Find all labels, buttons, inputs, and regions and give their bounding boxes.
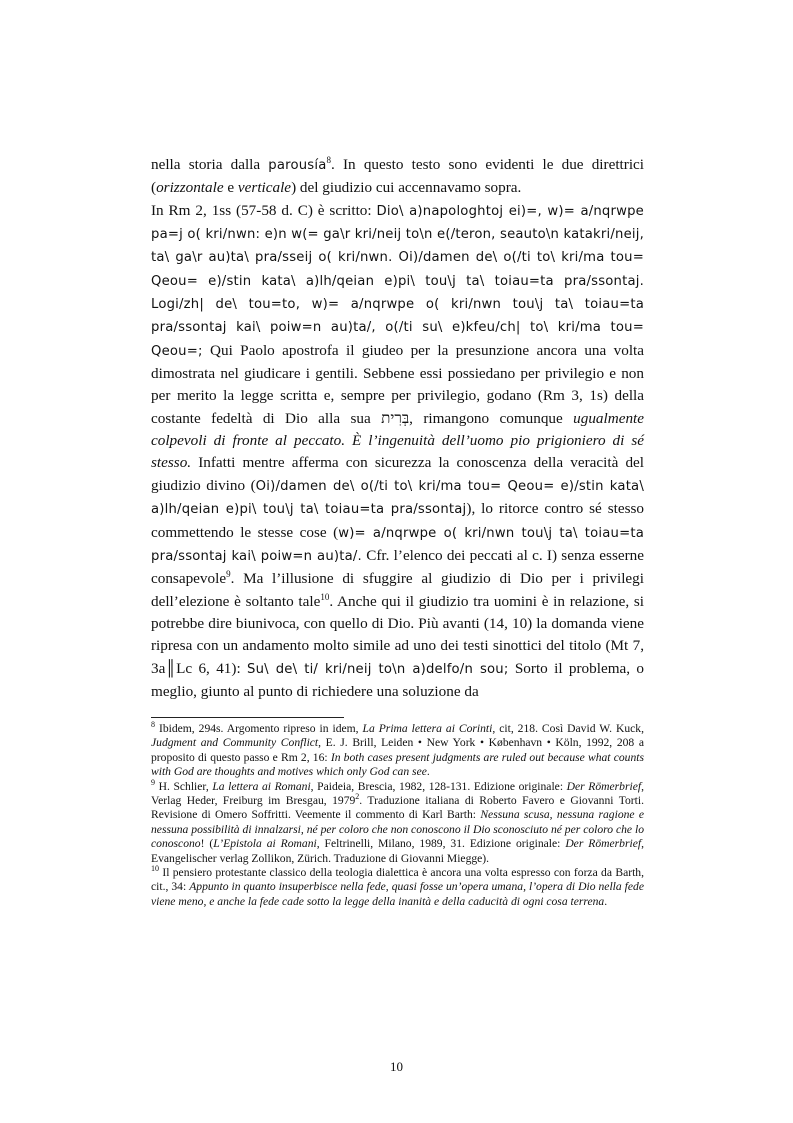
text-run: ) del giudizio cui accennavamo sopra. — [291, 179, 522, 197]
text-run: Cfr. l’elenco dei peccati al c. I) senza esserne consapevole — [151, 546, 644, 588]
footnotes — [151, 722, 644, 909]
greek-quote: Su\ de\ ti/ kri/neij to\n a)delfo/n sou; — [247, 661, 509, 677]
book-title: L’Epistola ai Romani — [213, 837, 317, 851]
edition-superscript: 2 — [355, 792, 360, 802]
text-run: ), lo ritorce contro sé stesso commettendo le stesse cose ( — [151, 500, 644, 541]
text-run: Qui Paolo apostrofa il giudeo per la presunzione ancora una volta dimostrata nel giudicare i gentili. Sebbene essi possiedano per privilegio e non per merito la legge scritta e, sempre per privilegio, godano (Rm 3, 1s) della costante fedeltà di Dio alla sua — [151, 341, 644, 427]
text-run: , Evangelischer verlag Zollikon, Zürich. Traduzione di Giovanni Miegge). — [151, 837, 644, 865]
text-run: . Ma l’illusione di sfuggire al giudizio di Dio per i privilegi dell’elezione è soltanto tale — [151, 570, 644, 610]
greek-text: parousía — [268, 158, 327, 173]
hebrew-word: בְּרִית — [381, 409, 410, 427]
text-run: , cit, 218. Così David W. Kuck, — [492, 722, 644, 735]
footnote-9 — [151, 777, 644, 866]
text-run: Ibidem, 294s. Argomento ripreso in idem, — [155, 722, 363, 735]
italic-term: orizzontale — [156, 179, 224, 197]
paragraph-2 — [151, 200, 644, 704]
main-text — [151, 154, 644, 703]
footnote-8 — [151, 722, 644, 780]
footnote-number: 9 — [151, 777, 155, 787]
text-run: ! ( — [200, 837, 214, 851]
text-run: H. Schlier, — [155, 779, 213, 793]
footnote-number: 10 — [151, 864, 159, 874]
paragraph-1 — [151, 154, 644, 200]
italic-passage: ugualmente colpevoli di fronte al peccato. È l’ingenuità dell’uomo pio prigioniero di sé stesso. — [151, 409, 644, 472]
quotation: In both cases present judgments are ruled out because what counts with God are thoughts and motives which only God can see — [151, 750, 644, 779]
book-title: Der Römerbrief — [566, 779, 642, 793]
text-run: , rimangono comunque — [409, 409, 574, 427]
text-run: nella storia dalla — [151, 156, 269, 173]
text-run: . Traduzione italiana di Roberto Favero e Giovanni Torti. Revisione di Omero Soffritti. Veemente il commento di Karl Barth: — [151, 794, 644, 822]
italic-term: verticale — [237, 179, 292, 197]
page-number: 10 — [390, 1059, 403, 1074]
text-run: , Feltrinelli, Milano, 1989, 31. Edizione originale: — [316, 837, 566, 851]
text-run: Sorto il problema, o meglio, giunto al punto di richiedere una soluzione da — [151, 659, 644, 700]
text-run: , E. J. Brill, Leiden • New York • København • Köln, 1992, 208 a proposito di questo passo e Rm 2, 16: — [151, 736, 644, 764]
footnote-ref-9[interactable]: 9 — [226, 569, 231, 580]
greek-quote: w)= a/nqrwpe o( kri/nwn tou\j ta\ toiau=ta pra/ssontaj kai\ poiw=n au)ta/. — [151, 525, 644, 564]
footnote-10 — [151, 866, 644, 909]
text-run: , Verlag Heder, Freiburg im Bresgau, 1979 — [151, 779, 644, 808]
book-title: Judgment and Community Conflict — [151, 736, 319, 750]
book-title: La lettera ai Romani — [212, 779, 311, 793]
text-run: Infatti mentre afferma con sicurezza la conoscenza della veracità del giudizio divino ( — [151, 454, 644, 494]
text-run: . Anche qui il giudizio tra uomini è in relazione, si potrebbe dire biunivoca, con quello di Dio. Più avanti (14, 10) la domanda viene ripresa con un andamento molto simile ad uno dei testi sinottici del titolo (Mt 7, 3a║Lc 6, 41): — [151, 592, 644, 677]
quotation: Nessuna scusa, nessuna ragione e nessuna possibilità di innalzarsi, né per coloro che non conoscono il Dio sconosciuto né per coloro che lo conoscono — [151, 808, 644, 851]
book-title: La Prima lettera ai Corinti — [362, 722, 493, 735]
text-run: , Paideia, Brescia, 1982, 128-131. Edizione originale: — [310, 779, 567, 793]
text-run: . — [604, 894, 608, 908]
greek-quote: Oi)/damen de\ o(/ti to\ kri/ma tou= Qeou= e)/stin kata\ a)lh/qeian e)pi\ tou\j ta\ toiau=ta pra/ssontaj — [151, 478, 644, 518]
footnote-number: 8 — [151, 720, 155, 730]
footnote-separator — [151, 717, 344, 718]
text-run: In Rm 2, 1ss (57-58 d. C) è scritto: — [151, 201, 377, 219]
quotation: Appunto in quanto insuperbisce nella fede, quasi fosse un’opera umana, l’opera di Dio nella fede viene meno, e anche la fede cade sotto la legge della inanità e della caducità di ogni cosa terrena — [151, 880, 644, 908]
book-title: Der Römerbrief — [565, 837, 642, 851]
footnote-ref-10[interactable]: 10 — [320, 591, 330, 602]
text-run: Il pensiero protestante classico della teologia dialettica è ancora una volta espresso con forza da Barth, cit., 34: — [151, 866, 644, 894]
text-run: . — [426, 765, 430, 779]
footnote-ref-8[interactable]: 8 — [326, 154, 332, 165]
text-run: . In questo testo sono evidenti le due direttrici ( — [151, 156, 644, 197]
greek-quote: Dio\ a)napologhtoj ei)=, w)= a/nqrwpe pa=j o( kri/nwn: e)n w(= ga\r kri/neij to\n e(/teron, seauto\n katakri/neij, ta\ ga\r au)ta\ pra/sseij o( kri/nwn. Oi)/damen de\ o(/ti to\ kri/ma tou= Qeou= e)/stin kata\ a)lh/qeian e)pi\ tou\j ta\ toiau=ta pra/ssontaj. Logi/zh| de\ tou=to, w)= a/nqrwpe o( kri/nwn tou\j ta\ toiau=ta pra/ssontaj kai\ poiw=n au)ta/, o(/ti su\ e)kfeu/ch| to\ kri/ma tou= Qeou=; — [151, 203, 644, 359]
text-run: e — [223, 179, 238, 197]
